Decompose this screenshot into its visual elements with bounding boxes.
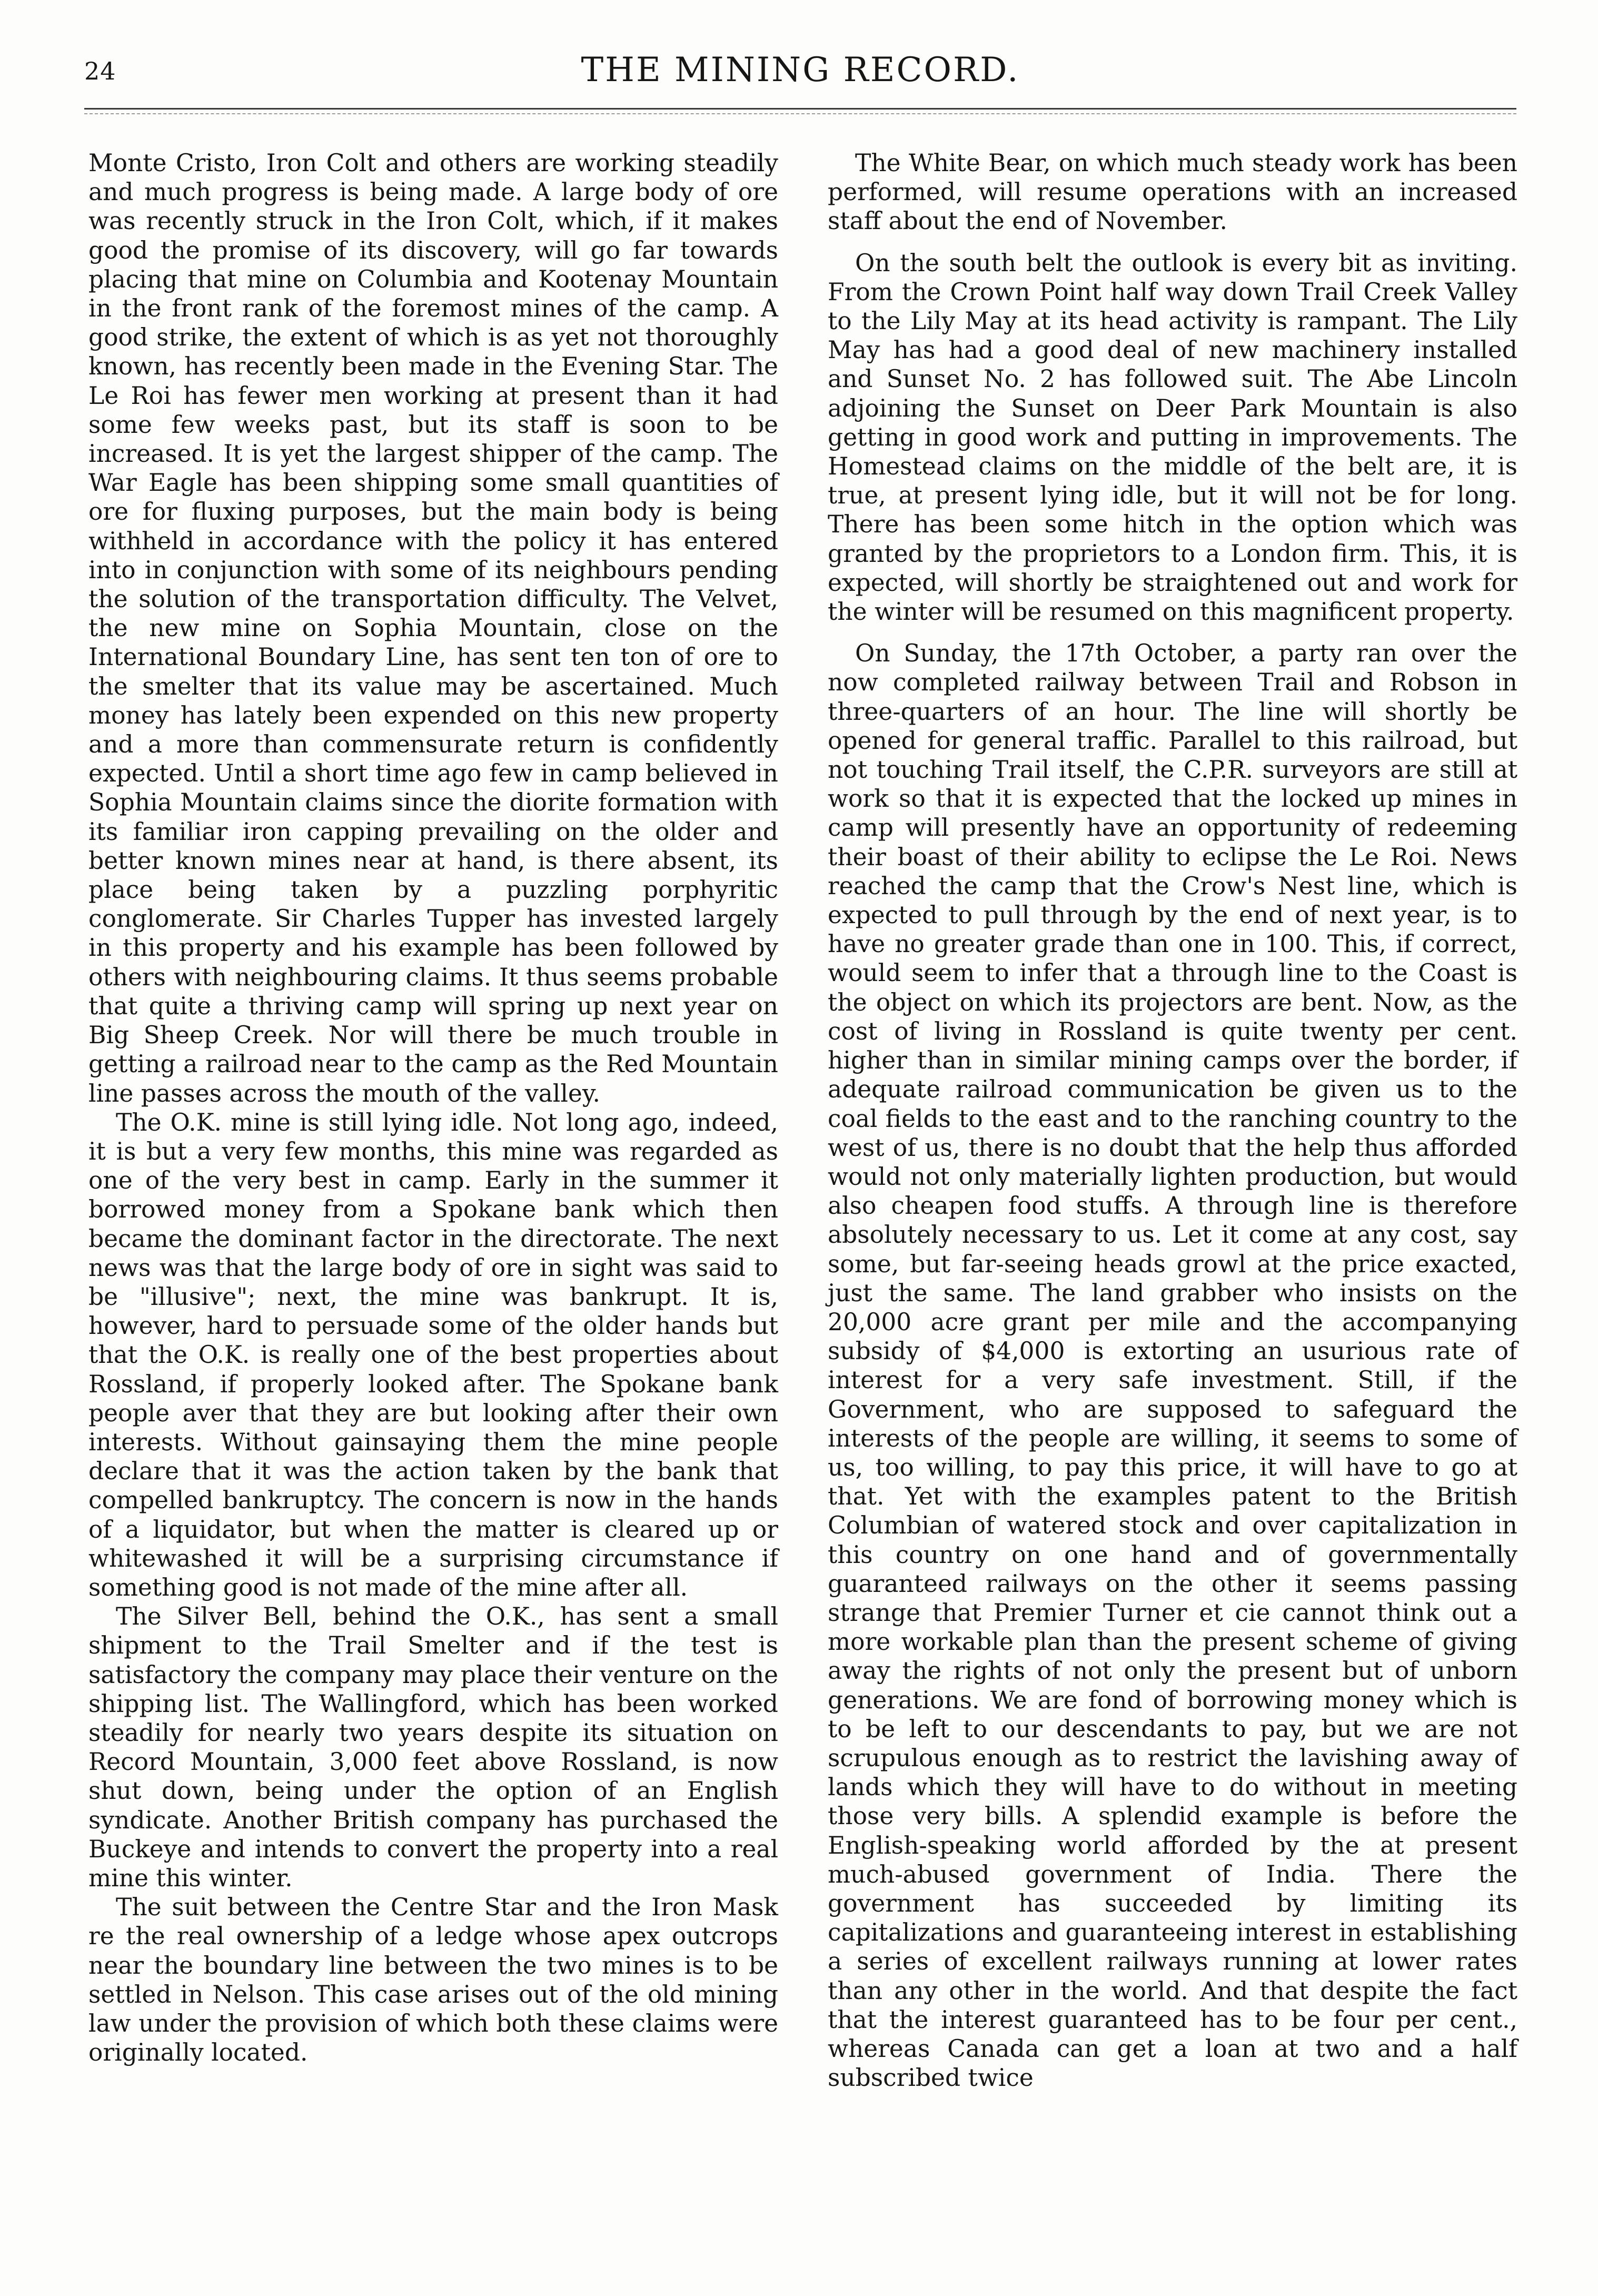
- paragraph-south-belt: On the south belt the outlook is every bit as inviting. From the Crown Point half way down Trail Creek Valley to the Lily May at its head activity is rampant. The Lily May has had a good deal of new machinery installed and Sunset No. 2 has followed suit. The Abe Lincoln adjoining the Sunset on Deer Park Mountain is also getting in good work and putting in improvements. The Homestead claims on the middle of the belt are, it is true, at present lying idle, but it will not be for long. There has been some hitch in the option which was granted by the proprietors to a London firm. This, it is expected, will shortly be straightened out and work for the winter will be resumed on this magnificent property.: [828, 249, 1517, 626]
- page-header: [84, 51, 1516, 98]
- paragraph-ok-mine: The O.K. mine is still lying idle. Not long ago, indeed, it is but a very few months, this mine was regarded as one of the very best in camp. Early in the summer it borrowed money from a Spokane bank which then became the dominant factor in the directorate. The next news was that the large body of ore in sight was said to be "illusive"; next, the mine was bankrupt. It is, however, hard to persuade some of the older hands but that the O.K. is really one of the best properties about Rossland, if properly looked after. The Spokane bank people aver that they are but looking after their own interests. Without gainsaying them the mine people declare that it was the action taken by the bank that compelled bankruptcy. The concern is now in the hands of a liquidator, but when the matter is cleared up or whitewashed it will be a surprising circumstance if something good is not made of the mine after all.: [88, 1108, 778, 1601]
- header-rule-dashed: [84, 113, 1516, 114]
- header-rule: [84, 108, 1516, 110]
- paragraph-silver-bell: The Silver Bell, behind the O.K., has sent a small shipment to the Trail Smelter and if the test is satisfactory the company may place their venture on the shipping list. The Wallingford, which has been worked steadily for nearly two years despite its situation on Record Mountain, 3,000 feet above Rossland, is now shut down, being under the option of an English syndicate. Another British company has purchased the Buckeye and intends to convert the property into a real mine this winter.: [88, 1602, 778, 1892]
- journal-title: THE MINING RECORD.: [581, 51, 1020, 90]
- paragraph-white-bear: The White Bear, on which much steady work has been performed, will resume operations with an increased staff about the end of November.: [828, 149, 1517, 235]
- paragraph-railway: On Sunday, the 17th October, a party ran over the now completed railway between Trail and Robson in three-quarters of an hour. The line will shortly be opened for general traffic. Parallel to this railroad, but not touching Trail itself, the C.P.R. surveyors are still at work so that it is expected that the locked up mines in camp will presently have an opportunity of redeeming their boast of their ability to eclipse the Le Roi. News reached the camp that the Crow's Nest line, which is expected to pull through by the end of next year, is to have no greater grade than one in 100. This, if correct, would seem to infer that a through line to the Coast is the object on which its projectors are bent. Now, as the cost of living in Rossland is quite twenty per cent. higher than in similar mining camps over the border, if adequate railroad communication be given us to the coal fields to the east and to the ranching country to the west of us, there is no doubt that the help thus afforded would not only materially lighten production, but would also cheapen food stuffs. A through line is therefore absolutely necessary to us. Let it come at any cost, say some, but far-seeing heads growl at the price exacted, just the same. The land grabber who insists on the 20,000 acre grant per mile and the accompanying subsidy of $4,000 is extorting an usurious rate of interest for a very safe investment. Still, if the Government, who are supposed to safeguard the interests of the people are willing, it seems to some of us, too willing, to pay this price, it will have to go at that. Yet with the examples patent to the British Columbian of watered stock and over capitalization in this country on one hand and of governmentally guaranteed railways on the other it seems passing strange that Premier Turner et cie cannot think out a more workable plan than the present scheme of giving away the rights of not only the present but of unborn generations. We are fond of borrowing money which is to be left to our descendants to pay, but we are not scrupulous enough as to restrict the lavishing away of lands which they will have to do without in meeting those very bills. A splendid example is before the English-speaking world afforded by the at present much-abused government of India. There the government has succeeded by limiting its capitalizations and guaranteeing interest in establishing a series of excellent railways running at lower rates than any other in the world. And that despite the fact that the interest guaranteed has to be four per cent., whereas Canada can get a loan at two and a half subscribed twice: [828, 639, 1517, 2092]
- page-number: 24: [84, 57, 116, 85]
- paragraph-centre-star-suit: The suit between the Centre Star and the Iron Mask re the real ownership of a ledge whose apex outcrops near the boundary line between the two mines is to be settled in Nelson. This case arises out of the old mining law under the provision of which both these claims were originally located.: [88, 1893, 778, 2067]
- paragraph-mines-progress: Monte Cristo, Iron Colt and others are working steadily and much progress is being made. A large body of ore was recently struck in the Iron Colt, which, if it makes good the promise of its discovery, will go far towards placing that mine on Columbia and Kootenay Mountain in the front rank of the foremost mines of the camp. A good strike, the extent of which is as yet not thoroughly known, has recently been made in the Evening Star. The Le Roi has fewer men working at present than it had some few weeks past, but its staff is soon to be increased. It is yet the largest shipper of the camp. The War Eagle has been shipping some small quantities of ore for fluxing purposes, but the main body is being withheld in accordance with the policy it has entered into in conjunction with some of its neighbours pending the solution of the transportation difficulty. The Velvet, the new mine on Sophia Mountain, close on the International Boundary Line, has sent ten ton of ore to the smelter that its value may be ascertained. Much money has lately been expended on this new property and a more than commensurate return is confidently expected. Until a short time ago few in camp believed in Sophia Mountain claims since the diorite formation with its familiar iron capping prevailing on the older and better known mines near at hand, is there absent, its place being taken by a puzzling porphyritic conglomerate. Sir Charles Tupper has invested largely in this property and his example has been followed by others with neighbouring claims. It thus seems probable that quite a thriving camp will spring up next year on Big Sheep Creek. Nor will there be much trouble in getting a railroad near to the camp as the Red Mountain line passes across the mouth of the valley.: [88, 149, 778, 1107]
- left-column: [88, 149, 778, 2067]
- right-column: [828, 149, 1517, 2092]
